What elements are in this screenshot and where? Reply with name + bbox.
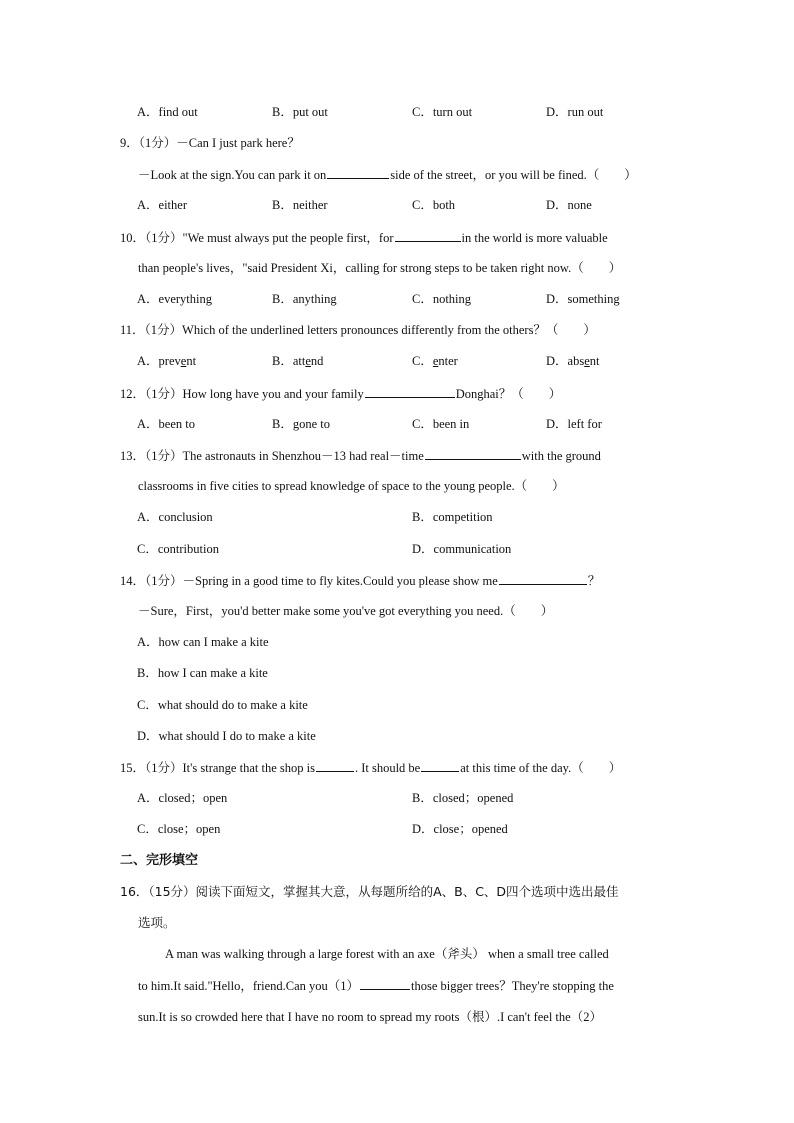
q8-option-a: A．find out bbox=[137, 105, 198, 119]
q12-option-a: A．been to bbox=[137, 417, 195, 431]
q15-answer-blank-1 bbox=[316, 759, 354, 772]
q15-option-a: A．closed；open bbox=[137, 791, 228, 805]
q13-option-c: C．contribution bbox=[137, 542, 219, 556]
q9-option-a: A．either bbox=[137, 198, 187, 212]
q9-line2 bbox=[138, 166, 637, 183]
q13-line1-part-b: with the ground bbox=[521, 449, 601, 463]
q13-option-b: B．competition bbox=[412, 510, 493, 524]
q13-line1 bbox=[120, 447, 601, 464]
q15-stem bbox=[120, 759, 621, 776]
q11-b-suffix: nd bbox=[310, 354, 324, 368]
q13-answer-blank bbox=[425, 447, 521, 460]
q16-passage-line1: A man was walking through a large forest with an axe（斧头） when a small tree called bbox=[165, 947, 609, 961]
q16-passage-line2-part-b: those bigger trees？They're stopping the bbox=[411, 979, 614, 993]
q14-option-a: A．how can I make a kite bbox=[137, 635, 269, 649]
q11-a-prefix: A．prev bbox=[137, 354, 181, 368]
q16-blank-1 bbox=[360, 977, 410, 990]
q9-option-c: C．both bbox=[412, 198, 456, 212]
q15-answer-blank-2 bbox=[421, 759, 459, 772]
q14-line1-part-a: 14．（1分）－Spring in a good time to fly kites.Could you please show me bbox=[120, 574, 498, 588]
q11-stem: 11．（1分）Which of the underlined letters pronounces differently from the others？（ ） bbox=[120, 323, 596, 337]
q10-option-b: B．anything bbox=[272, 292, 337, 306]
q15-option-d: D．close；opened bbox=[412, 822, 508, 836]
q14-option-d: D．what should I do to make a kite bbox=[137, 729, 316, 743]
q16-passage-line2 bbox=[138, 977, 614, 994]
q12-option-d: D．left for bbox=[546, 417, 602, 431]
q10-line2: than people's lives，"said President Xi，calling for strong steps to be taken right now.（ ） bbox=[138, 261, 622, 275]
q9-line2-part-b: side of the street，or you will be fined.（ ） bbox=[390, 168, 637, 182]
q12-stem-part-b: Donghai？（ ） bbox=[455, 387, 562, 401]
q12-answer-blank bbox=[365, 385, 455, 398]
q11-option-a bbox=[137, 353, 196, 369]
q11-c-suffix: nter bbox=[438, 354, 458, 368]
q15-option-c: C．close；open bbox=[137, 822, 221, 836]
q16-instruction-line1: 16．（15分）阅读下面短文，掌握其大意，从每题所给的A、B、C、D四个选项中选出最佳 bbox=[120, 884, 619, 899]
q13-line2: classrooms in five cities to spread knowledge of space to the young people.（ ） bbox=[138, 479, 565, 493]
q11-a-suffix: nt bbox=[186, 354, 197, 368]
q11-c-underlined: e bbox=[432, 354, 439, 368]
q9-line2-part-a: －Look at the sign.You can park it on bbox=[138, 168, 327, 182]
q13-option-d: D．communication bbox=[412, 542, 512, 556]
q16-passage-line2-part-a: to him.It said."Hello，friend.Can you（1） bbox=[138, 979, 360, 993]
q14-option-c: C．what should do to make a kite bbox=[137, 698, 308, 712]
q10-option-a: A．everything bbox=[137, 292, 212, 306]
q12-option-c: C．been in bbox=[412, 417, 470, 431]
q10-line1 bbox=[120, 229, 608, 246]
q13-option-a: A．conclusion bbox=[137, 510, 213, 524]
q16-passage-line3: sun.It is so crowded here that I have no room to spread my roots（根）.I can't feel the（2） bbox=[138, 1010, 602, 1024]
q15-stem-part-c: at this time of the day.（ ） bbox=[460, 761, 622, 775]
q14-line1-part-b: ？ bbox=[587, 574, 601, 588]
q15-stem-part-b: . It should be bbox=[354, 761, 421, 775]
section-title-cloze: 二、完形填空 bbox=[120, 853, 199, 868]
q11-option-c bbox=[412, 353, 458, 369]
q11-d-underlined: e bbox=[584, 354, 590, 368]
q11-d-suffix: nt bbox=[589, 354, 600, 368]
q14-line1 bbox=[120, 572, 600, 589]
q12-stem-part-a: 12．（1分）How long have you and your family bbox=[120, 387, 364, 401]
q14-option-b: B．how I can make a kite bbox=[137, 666, 268, 680]
q9-option-d: D．none bbox=[546, 198, 592, 212]
q11-b-prefix: B．att bbox=[272, 354, 306, 368]
q10-option-c: C．nothing bbox=[412, 292, 472, 306]
q10-answer-blank bbox=[395, 229, 461, 242]
q11-a-underlined: e bbox=[180, 354, 187, 368]
q11-b-underlined: e bbox=[305, 354, 311, 368]
q15-option-b: B．closed；opened bbox=[412, 791, 514, 805]
q11-c-prefix: C． bbox=[412, 354, 433, 368]
q15-stem-part-a: 15．（1分）It's strange that the shop is bbox=[120, 761, 315, 775]
q9-answer-blank bbox=[327, 166, 389, 179]
q11-option-b bbox=[272, 353, 323, 369]
q11-option-d bbox=[546, 353, 600, 369]
q10-option-d: D．something bbox=[546, 292, 620, 306]
q8-option-b: B．put out bbox=[272, 105, 328, 119]
q14-answer-blank bbox=[499, 572, 587, 585]
q10-line1-part-b: in the world is more valuable bbox=[461, 231, 608, 245]
q10-line1-part-a: 10．（1分）"We must always put the people first，for bbox=[120, 231, 394, 245]
q13-line1-part-a: 13．（1分）The astronauts in Shenzhou－13 had real－time bbox=[120, 449, 424, 463]
q12-stem bbox=[120, 385, 561, 402]
q11-d-prefix: D．abs bbox=[546, 354, 585, 368]
q8-option-d: D．run out bbox=[546, 105, 604, 119]
q8-option-c: C．turn out bbox=[412, 105, 473, 119]
q16-instruction-line2: 选项。 bbox=[138, 915, 176, 930]
q9-stem: 9．（1分）－Can I just park here？ bbox=[120, 136, 300, 150]
q9-option-b: B．neither bbox=[272, 198, 328, 212]
q12-option-b: B．gone to bbox=[272, 417, 330, 431]
q14-line2: －Sure，First，you'd better make some you've got everything you need.（ ） bbox=[138, 604, 554, 618]
